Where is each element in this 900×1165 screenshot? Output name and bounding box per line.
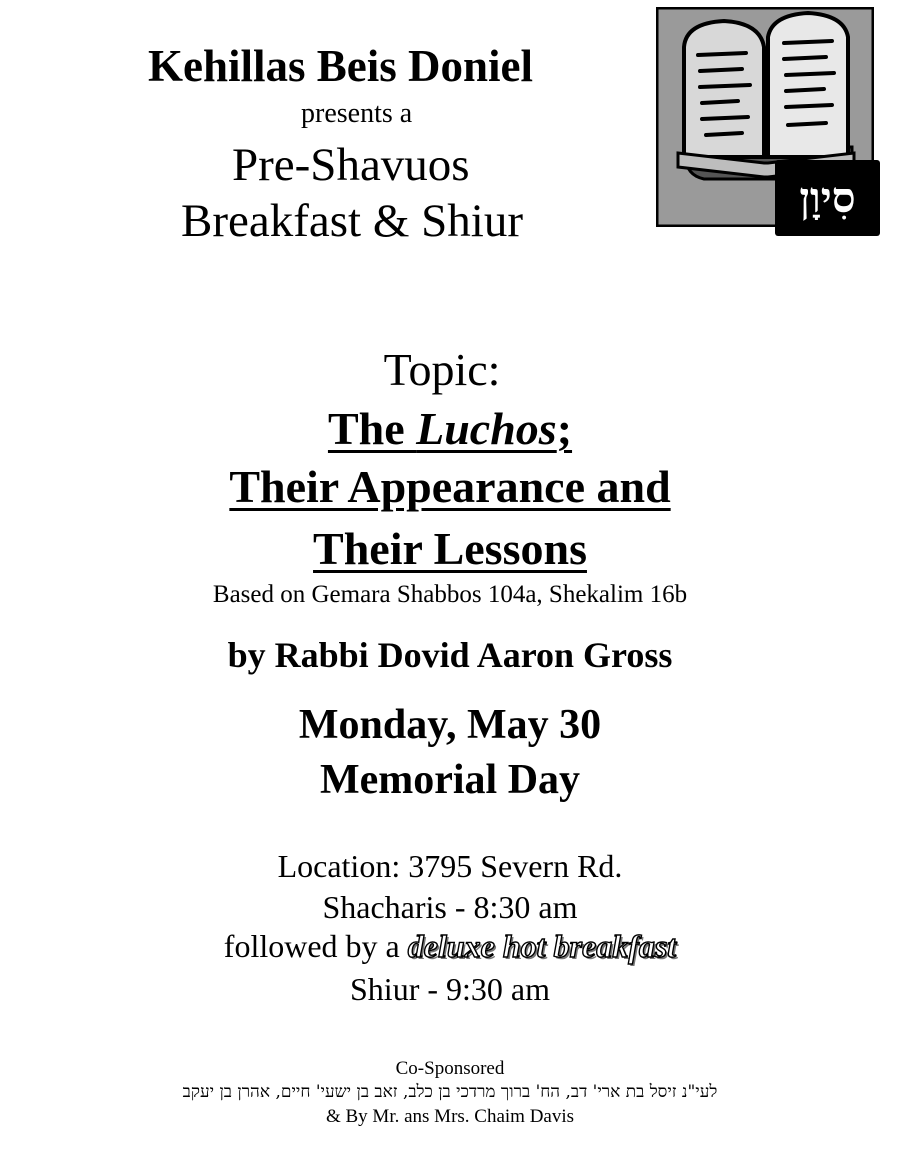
breakfast-prefix: followed by a bbox=[223, 928, 408, 964]
sivan-badge: סִיוָן bbox=[775, 160, 880, 236]
breakfast-line bbox=[0, 928, 900, 965]
org-name: Kehillas Beis Doniel bbox=[148, 41, 534, 91]
dedication-text: לעי"נ זיסל בת ארי' דב, הח' ברוך מרדכי בן כלב, זאב בן ישעי' חיים, אהרן בן יעקב bbox=[182, 1082, 718, 1102]
cosponsored-heading: Co-Sponsored bbox=[395, 1058, 505, 1079]
presents-text: presents a bbox=[301, 98, 413, 129]
topic-title-line3: Their Lessons bbox=[313, 523, 587, 574]
topic-title-line1 bbox=[0, 402, 900, 455]
event-title-line2: Breakfast & Shiur bbox=[181, 195, 523, 247]
event-title-line1: Pre-Shavuos bbox=[232, 139, 470, 191]
deluxe-breakfast-highlight: deluxe hot breakfast bbox=[407, 928, 677, 964]
location-text: Location: 3795 Severn Rd. bbox=[277, 848, 623, 884]
topic-title-line2: Their Appearance and bbox=[229, 461, 671, 512]
shacharis-time: Shacharis - 8:30 am bbox=[322, 889, 578, 925]
sponsor-line: & By Mr. ans Mrs. Chaim Davis bbox=[325, 1106, 575, 1127]
title-prefix: The bbox=[327, 403, 417, 454]
shiur-time: Shiur - 9:30 am bbox=[350, 971, 550, 1007]
holiday-name: Memorial Day bbox=[319, 757, 581, 803]
topic-label: Topic: bbox=[383, 344, 501, 395]
title-suffix: ; bbox=[556, 403, 573, 454]
source-text: Based on Gemara Shabbos 104a, Shekalim 16b bbox=[212, 581, 688, 608]
event-date: Monday, May 30 bbox=[298, 702, 602, 748]
title-italic: Luchos bbox=[416, 403, 557, 454]
speaker-name: by Rabbi Dovid Aaron Gross bbox=[227, 635, 673, 675]
